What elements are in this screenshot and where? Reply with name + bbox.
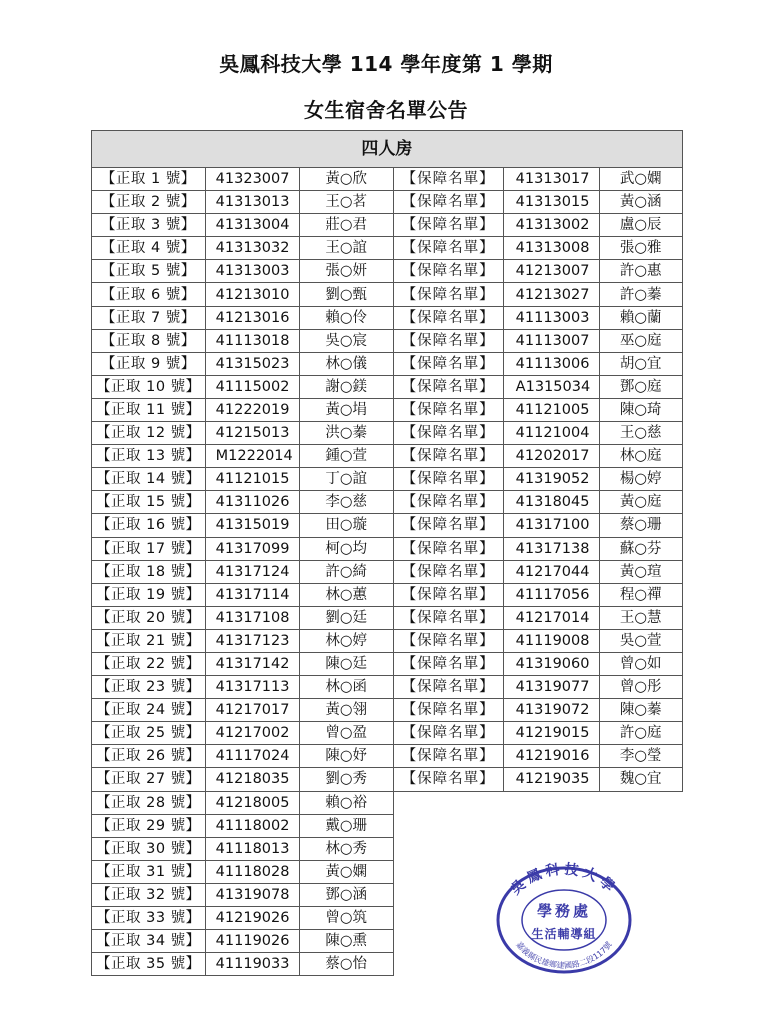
admitted-student-id: 41117024	[205, 745, 299, 768]
admitted-rank-label: 【正取 34 號】	[92, 930, 206, 953]
admitted-student-name: 林○蕙	[299, 583, 393, 606]
guaranteed-student-id: 41219035	[503, 768, 599, 791]
admitted-rank-label: 【正取 3 號】	[92, 214, 206, 237]
admitted-student-id: 41115002	[205, 375, 299, 398]
table-row	[92, 814, 683, 837]
admitted-student-id: 41317142	[205, 652, 299, 675]
table-row	[92, 768, 683, 791]
admitted-student-name: 許○綺	[299, 560, 393, 583]
roster-body	[92, 168, 683, 976]
empty-cell	[599, 791, 682, 814]
guaranteed-student-id: 41317138	[503, 537, 599, 560]
admitted-student-name: 曾○筑	[299, 907, 393, 930]
empty-cell	[503, 791, 599, 814]
table-row	[92, 491, 683, 514]
guaranteed-student-name: 曾○如	[599, 652, 682, 675]
guaranteed-list-label: 【保障名單】	[393, 422, 503, 445]
admitted-student-name: 洪○蓁	[299, 422, 393, 445]
guaranteed-list-label: 【保障名單】	[393, 168, 503, 191]
admitted-rank-label: 【正取 23 號】	[92, 676, 206, 699]
admitted-student-id: 41118013	[205, 837, 299, 860]
seal-inner-ring	[522, 890, 606, 950]
guaranteed-list-label: 【保障名單】	[393, 398, 503, 421]
table-row	[92, 699, 683, 722]
table-row	[92, 560, 683, 583]
table-row	[92, 214, 683, 237]
admitted-student-name: 林○婷	[299, 629, 393, 652]
guaranteed-student-id: 41319060	[503, 652, 599, 675]
guaranteed-student-name: 王○慈	[599, 422, 682, 445]
guaranteed-student-id: 41313017	[503, 168, 599, 191]
document-title: 吳鳳科技大學 114 學年度第 1 學期	[219, 52, 553, 76]
admitted-student-id: 41313003	[205, 260, 299, 283]
admitted-student-id: 41317114	[205, 583, 299, 606]
guaranteed-student-name: 許○惠	[599, 260, 682, 283]
admitted-student-name: 陳○熏	[299, 930, 393, 953]
admitted-student-name: 李○慈	[299, 491, 393, 514]
guaranteed-list-label: 【保障名單】	[393, 629, 503, 652]
guaranteed-student-id: 41113007	[503, 329, 599, 352]
admitted-student-name: 丁○誼	[299, 468, 393, 491]
admitted-rank-label: 【正取 4 號】	[92, 237, 206, 260]
guaranteed-student-id: 41117056	[503, 583, 599, 606]
table-row	[92, 375, 683, 398]
admitted-rank-label: 【正取 20 號】	[92, 606, 206, 629]
guaranteed-student-id: 41219015	[503, 722, 599, 745]
guaranteed-student-name: 胡○宜	[599, 352, 682, 375]
table-row	[92, 537, 683, 560]
guaranteed-student-name: 王○慧	[599, 606, 682, 629]
guaranteed-student-id: 41317100	[503, 514, 599, 537]
admitted-student-id: M1222014	[205, 445, 299, 468]
admitted-rank-label: 【正取 27 號】	[92, 768, 206, 791]
svg-text:吳鳳科技大學	[508, 860, 621, 898]
guaranteed-list-label: 【保障名單】	[393, 329, 503, 352]
admitted-student-name: 謝○鎂	[299, 375, 393, 398]
guaranteed-student-name: 黃○涵	[599, 191, 682, 214]
guaranteed-student-id: 41219016	[503, 745, 599, 768]
admitted-rank-label: 【正取 24 號】	[92, 699, 206, 722]
guaranteed-student-id: 41121004	[503, 422, 599, 445]
admitted-rank-label: 【正取 17 號】	[92, 537, 206, 560]
table-row	[92, 260, 683, 283]
admitted-student-name: 黃○嫻	[299, 860, 393, 883]
table-row	[92, 837, 683, 860]
guaranteed-list-label: 【保障名單】	[393, 214, 503, 237]
admitted-student-id: 41215013	[205, 422, 299, 445]
admitted-student-name: 林○函	[299, 676, 393, 699]
guaranteed-student-id: 41319072	[503, 699, 599, 722]
admitted-student-id: 41213010	[205, 283, 299, 306]
admitted-student-id: 41213016	[205, 306, 299, 329]
guaranteed-student-id: 41121005	[503, 398, 599, 421]
admitted-student-id: 41121015	[205, 468, 299, 491]
guaranteed-list-label: 【保障名單】	[393, 468, 503, 491]
admitted-student-id: 41113018	[205, 329, 299, 352]
admitted-rank-label: 【正取 11 號】	[92, 398, 206, 421]
guaranteed-list-label: 【保障名單】	[393, 445, 503, 468]
admitted-student-name: 林○儀	[299, 352, 393, 375]
guaranteed-list-label: 【保障名單】	[393, 606, 503, 629]
guaranteed-student-name: 鄧○庭	[599, 375, 682, 398]
guaranteed-student-name: 武○嫻	[599, 168, 682, 191]
guaranteed-student-id: 41213007	[503, 260, 599, 283]
guaranteed-list-label: 【保障名單】	[393, 260, 503, 283]
guaranteed-student-id: 41202017	[503, 445, 599, 468]
guaranteed-student-id: 41113006	[503, 352, 599, 375]
empty-cell	[393, 860, 503, 883]
guaranteed-student-name: 林○庭	[599, 445, 682, 468]
admitted-student-id: 41319078	[205, 883, 299, 906]
admitted-rank-label: 【正取 33 號】	[92, 907, 206, 930]
seal-address: 嘉義縣民雄鄉建國路二段117號	[514, 940, 614, 971]
admitted-student-name: 張○妍	[299, 260, 393, 283]
admitted-student-id: 41219026	[205, 907, 299, 930]
admitted-student-id: 41222019	[205, 398, 299, 421]
admitted-student-name: 劉○秀	[299, 768, 393, 791]
guaranteed-list-label: 【保障名單】	[393, 283, 503, 306]
guaranteed-student-name: 黃○庭	[599, 491, 682, 514]
table-row	[92, 468, 683, 491]
admitted-rank-label: 【正取 2 號】	[92, 191, 206, 214]
admitted-student-name: 黃○欣	[299, 168, 393, 191]
guaranteed-student-name: 陳○琦	[599, 398, 682, 421]
guaranteed-list-label: 【保障名單】	[393, 237, 503, 260]
admitted-rank-label: 【正取 29 號】	[92, 814, 206, 837]
table-row	[92, 283, 683, 306]
guaranteed-student-name: 魏○宜	[599, 768, 682, 791]
admitted-student-id: 41118028	[205, 860, 299, 883]
admitted-student-name: 王○茗	[299, 191, 393, 214]
guaranteed-student-id: 41119008	[503, 629, 599, 652]
admitted-student-id: 41317124	[205, 560, 299, 583]
admitted-rank-label: 【正取 9 號】	[92, 352, 206, 375]
document-subtitle: 女生宿舍名單公告	[304, 98, 468, 122]
guaranteed-list-label: 【保障名單】	[393, 491, 503, 514]
guaranteed-student-name: 陳○蓁	[599, 699, 682, 722]
guaranteed-student-name: 楊○婷	[599, 468, 682, 491]
admitted-student-name: 莊○君	[299, 214, 393, 237]
admitted-student-id: 41317099	[205, 537, 299, 560]
admitted-student-name: 王○誼	[299, 237, 393, 260]
admitted-student-name: 林○秀	[299, 837, 393, 860]
table-row	[92, 676, 683, 699]
guaranteed-list-label: 【保障名單】	[393, 560, 503, 583]
admitted-student-id: 41313032	[205, 237, 299, 260]
table-row	[92, 191, 683, 214]
admitted-student-id: 41315019	[205, 514, 299, 537]
empty-cell	[393, 837, 503, 860]
admitted-rank-label: 【正取 15 號】	[92, 491, 206, 514]
guaranteed-student-id: 41213027	[503, 283, 599, 306]
admitted-rank-label: 【正取 31 號】	[92, 860, 206, 883]
admitted-rank-label: 【正取 25 號】	[92, 722, 206, 745]
guaranteed-student-id: 41313015	[503, 191, 599, 214]
admitted-student-name: 鍾○萱	[299, 445, 393, 468]
admitted-student-name: 曾○盈	[299, 722, 393, 745]
guaranteed-student-name: 程○禪	[599, 583, 682, 606]
admitted-student-id: 41119033	[205, 953, 299, 976]
table-row	[92, 237, 683, 260]
admitted-student-id: 41313004	[205, 214, 299, 237]
guaranteed-list-label: 【保障名單】	[393, 537, 503, 560]
admitted-rank-label: 【正取 16 號】	[92, 514, 206, 537]
admitted-student-name: 黃○翎	[299, 699, 393, 722]
admitted-rank-label: 【正取 14 號】	[92, 468, 206, 491]
guaranteed-student-id: A1315034	[503, 375, 599, 398]
admitted-rank-label: 【正取 19 號】	[92, 583, 206, 606]
admitted-student-id: 41317113	[205, 676, 299, 699]
guaranteed-student-name: 吳○萱	[599, 629, 682, 652]
empty-cell	[393, 883, 503, 906]
admitted-rank-label: 【正取 22 號】	[92, 652, 206, 675]
guaranteed-student-id: 41313002	[503, 214, 599, 237]
admitted-rank-label: 【正取 30 號】	[92, 837, 206, 860]
admitted-rank-label: 【正取 5 號】	[92, 260, 206, 283]
guaranteed-student-name: 黃○瑄	[599, 560, 682, 583]
office-seal-stamp	[494, 858, 634, 976]
empty-cell	[393, 930, 503, 953]
guaranteed-student-name: 曾○彤	[599, 676, 682, 699]
table-row	[92, 422, 683, 445]
table-row	[92, 514, 683, 537]
guaranteed-list-label: 【保障名單】	[393, 583, 503, 606]
admitted-student-name: 田○璇	[299, 514, 393, 537]
guaranteed-student-name: 許○蓁	[599, 283, 682, 306]
table-row	[92, 306, 683, 329]
admitted-student-id: 41118002	[205, 814, 299, 837]
empty-cell	[393, 814, 503, 837]
guaranteed-student-id: 41319077	[503, 676, 599, 699]
guaranteed-list-label: 【保障名單】	[393, 375, 503, 398]
admitted-student-name: 劉○廷	[299, 606, 393, 629]
guaranteed-student-name: 許○庭	[599, 722, 682, 745]
admitted-rank-label: 【正取 8 號】	[92, 329, 206, 352]
guaranteed-list-label: 【保障名單】	[393, 722, 503, 745]
empty-cell	[599, 837, 682, 860]
admitted-student-id: 41218005	[205, 791, 299, 814]
table-row	[92, 791, 683, 814]
guaranteed-student-id: 41113003	[503, 306, 599, 329]
admitted-student-name: 劉○甄	[299, 283, 393, 306]
admitted-student-name: 賴○伶	[299, 306, 393, 329]
admitted-student-name: 戴○珊	[299, 814, 393, 837]
guaranteed-student-name: 蔡○珊	[599, 514, 682, 537]
admitted-student-id: 41217017	[205, 699, 299, 722]
admitted-student-name: 陳○廷	[299, 652, 393, 675]
admitted-rank-label: 【正取 26 號】	[92, 745, 206, 768]
table-row	[92, 445, 683, 468]
admitted-student-id: 41323007	[205, 168, 299, 191]
admitted-student-id: 41218035	[205, 768, 299, 791]
admitted-student-id: 41313013	[205, 191, 299, 214]
guaranteed-student-name: 張○雅	[599, 237, 682, 260]
admitted-student-id: 41311026	[205, 491, 299, 514]
empty-cell	[503, 814, 599, 837]
guaranteed-student-name: 蘇○芬	[599, 537, 682, 560]
admitted-rank-label: 【正取 12 號】	[92, 422, 206, 445]
guaranteed-student-id: 41217014	[503, 606, 599, 629]
admitted-student-id: 41317108	[205, 606, 299, 629]
admitted-rank-label: 【正取 6 號】	[92, 283, 206, 306]
admitted-student-name: 陳○妤	[299, 745, 393, 768]
admitted-rank-label: 【正取 28 號】	[92, 791, 206, 814]
admitted-student-name: 賴○裕	[299, 791, 393, 814]
table-row	[92, 583, 683, 606]
guaranteed-student-id: 41318045	[503, 491, 599, 514]
guaranteed-list-label: 【保障名單】	[393, 352, 503, 375]
empty-cell	[393, 791, 503, 814]
guaranteed-student-id: 41319052	[503, 468, 599, 491]
seal-unit-name: 生活輔導組	[531, 927, 597, 941]
empty-cell	[599, 814, 682, 837]
empty-cell	[503, 837, 599, 860]
guaranteed-student-id: 41217044	[503, 560, 599, 583]
guaranteed-list-label: 【保障名單】	[393, 191, 503, 214]
admitted-rank-label: 【正取 1 號】	[92, 168, 206, 191]
admitted-student-id: 41317123	[205, 629, 299, 652]
admitted-student-name: 吳○宸	[299, 329, 393, 352]
table-row	[92, 168, 683, 191]
guaranteed-student-name: 李○瑩	[599, 745, 682, 768]
empty-cell	[393, 907, 503, 930]
admitted-rank-label: 【正取 13 號】	[92, 445, 206, 468]
guaranteed-list-label: 【保障名單】	[393, 306, 503, 329]
guaranteed-list-label: 【保障名單】	[393, 514, 503, 537]
admitted-student-name: 蔡○怡	[299, 953, 393, 976]
admitted-student-name: 鄧○涵	[299, 883, 393, 906]
guaranteed-list-label: 【保障名單】	[393, 745, 503, 768]
admitted-student-name: 柯○均	[299, 537, 393, 560]
admitted-student-name: 黃○埍	[299, 398, 393, 421]
seal-office-name: 學務處	[536, 902, 592, 920]
admitted-rank-label: 【正取 32 號】	[92, 883, 206, 906]
table-row	[92, 398, 683, 421]
admitted-rank-label: 【正取 18 號】	[92, 560, 206, 583]
guaranteed-list-label: 【保障名單】	[393, 652, 503, 675]
guaranteed-student-name: 盧○辰	[599, 214, 682, 237]
admitted-rank-label: 【正取 7 號】	[92, 306, 206, 329]
guaranteed-list-label: 【保障名單】	[393, 676, 503, 699]
admitted-rank-label: 【正取 21 號】	[92, 629, 206, 652]
guaranteed-student-name: 賴○蘭	[599, 306, 682, 329]
table-row	[92, 606, 683, 629]
dormitory-roster-table	[91, 130, 683, 976]
table-row	[92, 329, 683, 352]
table-row	[92, 745, 683, 768]
table-row	[92, 722, 683, 745]
admitted-rank-label: 【正取 35 號】	[92, 953, 206, 976]
empty-cell	[393, 953, 503, 976]
table-row	[92, 352, 683, 375]
guaranteed-student-id: 41313008	[503, 237, 599, 260]
guaranteed-student-name: 巫○庭	[599, 329, 682, 352]
admitted-student-id: 41315023	[205, 352, 299, 375]
guaranteed-list-label: 【保障名單】	[393, 768, 503, 791]
seal-school-name: 吳鳳科技大學	[507, 861, 621, 899]
admitted-student-id: 41217002	[205, 722, 299, 745]
guaranteed-list-label: 【保障名單】	[393, 699, 503, 722]
admitted-rank-label: 【正取 10 號】	[92, 375, 206, 398]
table-row	[92, 629, 683, 652]
admitted-student-id: 41119026	[205, 930, 299, 953]
room-type-header: 四人房	[92, 131, 683, 168]
table-row	[92, 652, 683, 675]
